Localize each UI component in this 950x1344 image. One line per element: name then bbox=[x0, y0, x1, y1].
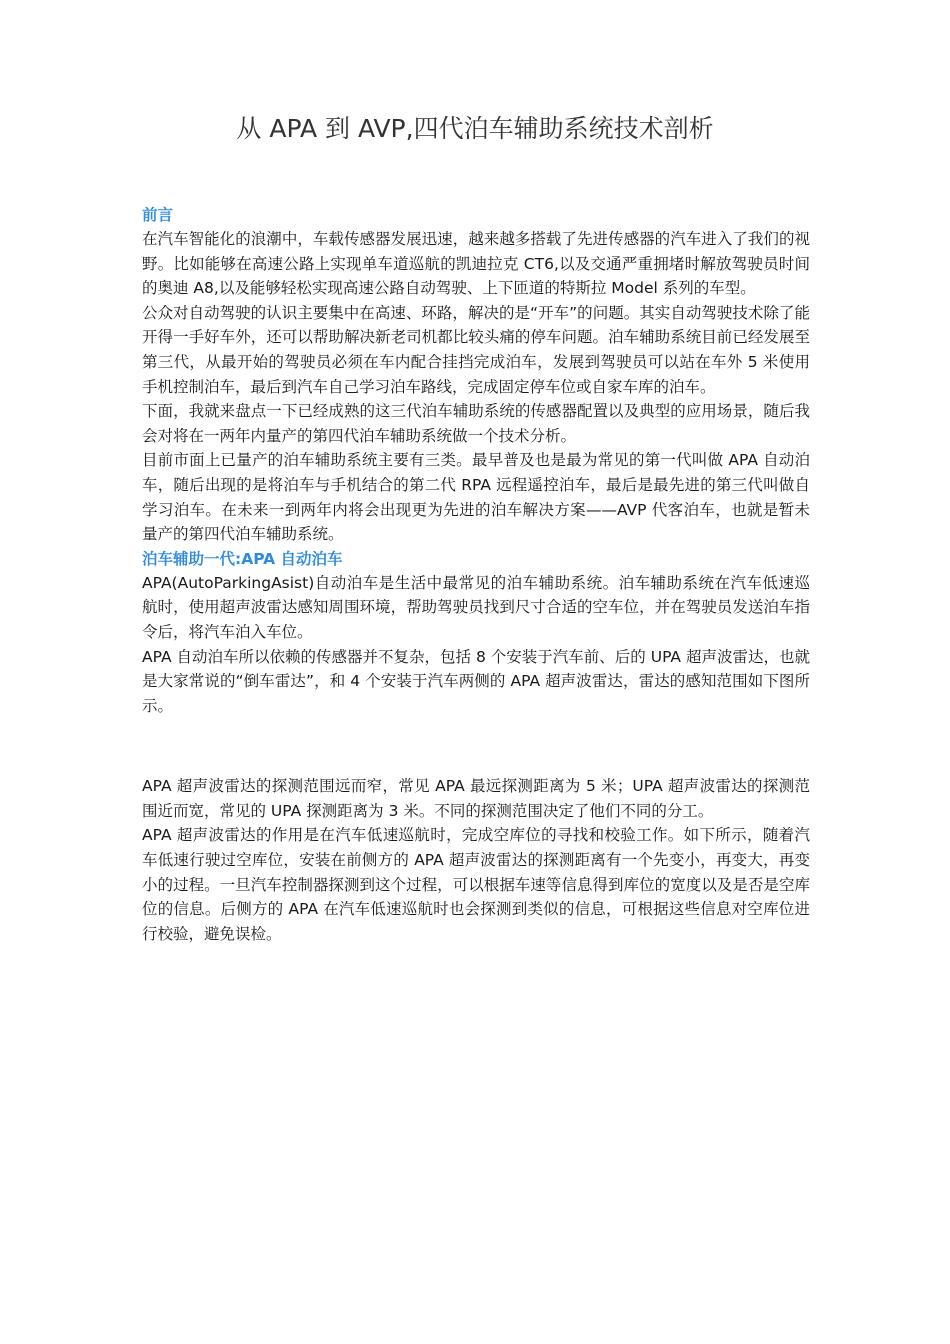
intro-paragraph: 目前市面上已量产的泊车辅助系统主要有三类。最早普及也是最为常见的第一代叫做 APA 自动泊车，随后出现的是将泊车与手机结合的第二代 RPA 远程遥控泊车，最后是最先进的第三代叫做自学习泊车。在未来一到两年内将会出现更为先进的泊车解决方案——AVP 代客泊车，也就是暂未量产的第四代泊车辅助系统。 bbox=[142, 451, 810, 544]
intro-paragraph: 下面，我就来盘点一下已经成熟的这三代泊车辅助系统的传感器配置以及典型的应用场景，随后我会对将在一两年内量产的第四代泊车辅助系统做一个技术分析。 bbox=[142, 402, 810, 445]
figure-placeholder bbox=[142, 718, 810, 774]
gen1-after-figure-paragraph: APA 超声波雷达的作用是在汽车低速巡航时，完成空库位的寻找和校验工作。如下所示，随着汽车低速行驶过空库位，安装在前侧方的 APA 超声波雷达的探测距离有一个先变小，再变大，再变小的过程。一旦汽车控制器探测到这个过程，可以根据车速等信息得到库位的宽度以及是否是空库位的信息。后侧方的 APA 在汽车低速巡航时也会探测到类似的信息，可根据这些信息对空库位进行校验，避免误检。 bbox=[142, 826, 810, 943]
document-title: 从 APA 到 AVP,四代泊车辅助系统技术剖析 bbox=[236, 114, 714, 143]
gen1-after-figure-paragraph: APA 超声波雷达的探测范围远而窄，常见 APA 最远探测距离为 5 米；UPA 超声波雷达的探测范围近而宽，常见的 UPA 探测距离为 3 米。不同的探测范围决定了他们不同的分工。 bbox=[142, 777, 810, 820]
intro-paragraph: 在汽车智能化的浪潮中，车载传感器发展迅速，越来越多搭载了先进传感器的汽车进入了我们的视野。比如能够在高速公路上实现单车道巡航的凯迪拉克 CT6,以及交通严重拥堵时解放驾驶员时间的奥迪 A8,以及能够轻松实现高速公路自动驾驶、上下匝道的特斯拉 Model 系列的车型。 bbox=[142, 230, 810, 298]
section-heading-intro: 前言 bbox=[142, 206, 174, 224]
intro-paragraph: 公众对自动驾驶的认识主要集中在高速、环路，解决的是“开车”的问题。其实自动驾驶技术除了能开得一手好车外，还可以帮助解决新老司机都比较头痛的停车问题。泊车辅助系统目前已经发展至第三代，从最开始的驾驶员必须在车内配合挂挡完成泊车，发展到驾驶员可以站在车外 5 米使用手机控制泊车，最后到汽车自己学习泊车路线，完成固定停车位或自家车库的泊车。 bbox=[142, 303, 810, 396]
section-heading-gen1: 泊车辅助一代:APA 自动泊车 bbox=[142, 549, 343, 568]
document-body bbox=[142, 203, 810, 946]
gen1-paragraph: APA(AutoParkingAsist)自动泊车是生活中最常见的泊车辅助系统。泊车辅助系统在汽车低速巡航时，使用超声波雷达感知周围环境，帮助驾驶员找到尺寸合适的空车位，并在驾驶员发送泊车指令后，将汽车泊入车位。 bbox=[142, 573, 810, 641]
gen1-paragraph: APA 自动泊车所以依赖的传感器并不复杂，包括 8 个安装于汽车前、后的 UPA 超声波雷达，也就是大家常说的“倒车雷达”，和 4 个安装于汽车两侧的 APA 超声波雷达，雷达的感知范围如下图所示。 bbox=[142, 647, 810, 715]
